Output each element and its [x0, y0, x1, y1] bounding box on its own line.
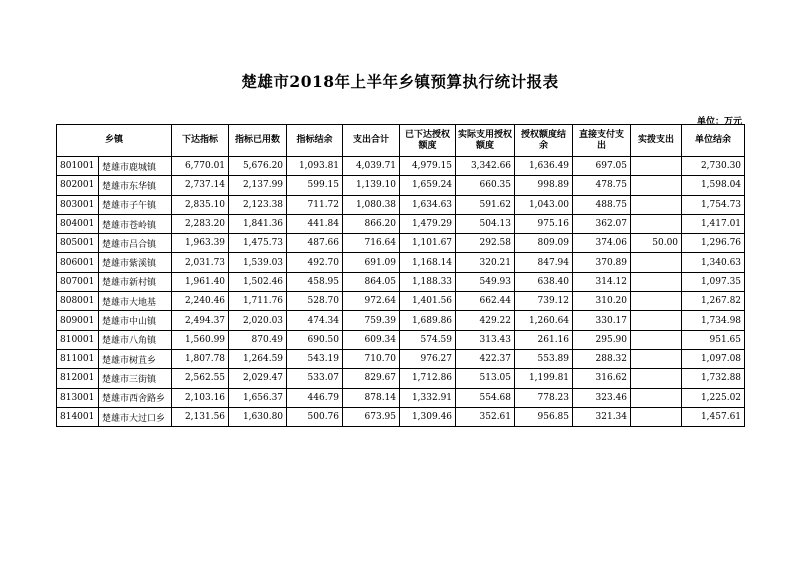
value-cell: 288.32 — [573, 349, 631, 368]
value-cell: 1,807.78 — [172, 349, 229, 368]
value-cell: 976.27 — [400, 349, 456, 368]
value-cell: 829.67 — [343, 369, 400, 388]
town-code: 801001 — [57, 157, 99, 176]
table-row — [57, 407, 745, 426]
value-cell: 1,457.61 — [682, 407, 745, 426]
value-cell: 866.20 — [343, 214, 400, 233]
value-cell: 1,754.73 — [682, 195, 745, 214]
header-row — [57, 125, 745, 157]
value-cell: 1,417.01 — [682, 214, 745, 233]
value-cell: 1,332.91 — [400, 388, 456, 407]
value-cell: 316.62 — [573, 369, 631, 388]
value-cell: 1,689.86 — [400, 311, 456, 330]
value-cell — [631, 272, 682, 291]
value-cell: 1,732.88 — [682, 369, 745, 388]
value-cell: 446.79 — [287, 388, 343, 407]
table-body — [57, 157, 745, 427]
value-cell: 3,342.66 — [456, 157, 515, 176]
value-cell: 474.34 — [287, 311, 343, 330]
value-cell: 591.62 — [456, 195, 515, 214]
value-cell: 951.65 — [682, 330, 745, 349]
value-cell: 1,267.82 — [682, 292, 745, 311]
value-cell: 1,101.67 — [400, 234, 456, 253]
value-cell: 528.70 — [287, 292, 343, 311]
value-cell: 759.39 — [343, 311, 400, 330]
value-cell: 878.14 — [343, 388, 400, 407]
value-cell: 1,309.46 — [400, 407, 456, 426]
table-row — [57, 272, 745, 291]
value-cell — [631, 253, 682, 272]
value-cell — [631, 311, 682, 330]
value-cell: 847.94 — [515, 253, 573, 272]
value-cell: 1,168.14 — [400, 253, 456, 272]
town-code: 811001 — [57, 349, 99, 368]
value-cell: 1,296.76 — [682, 234, 745, 253]
value-cell: 313.43 — [456, 330, 515, 349]
value-cell: 422.37 — [456, 349, 515, 368]
table-row — [57, 157, 745, 176]
town-name: 楚雄市大过口乡 — [99, 407, 172, 426]
town-code: 813001 — [57, 388, 99, 407]
value-cell: 1,630.80 — [229, 407, 287, 426]
value-cell: 554.68 — [456, 388, 515, 407]
value-cell: 2,031.73 — [172, 253, 229, 272]
value-cell: 4,039.71 — [343, 157, 400, 176]
value-cell: 487.66 — [287, 234, 343, 253]
value-cell: 553.89 — [515, 349, 573, 368]
value-cell: 374.06 — [573, 234, 631, 253]
value-cell: 1,539.03 — [229, 253, 287, 272]
value-cell: 662.44 — [456, 292, 515, 311]
value-cell: 1,093.81 — [287, 157, 343, 176]
table-row — [57, 388, 745, 407]
value-cell: 739.12 — [515, 292, 573, 311]
value-cell: 261.16 — [515, 330, 573, 349]
value-cell: 2,103.16 — [172, 388, 229, 407]
value-cell: 2,737.14 — [172, 176, 229, 195]
value-cell: 441.84 — [287, 214, 343, 233]
value-cell: 1,225.02 — [682, 388, 745, 407]
value-cell: 1,502.46 — [229, 272, 287, 291]
town-name: 楚雄市吕合镇 — [99, 234, 172, 253]
table-row — [57, 176, 745, 195]
header-authorized-balance: 授权额度结余 — [515, 125, 573, 157]
value-cell: 660.35 — [456, 176, 515, 195]
value-cell: 5,676.20 — [229, 157, 287, 176]
value-cell: 2,562.55 — [172, 369, 229, 388]
value-cell — [631, 330, 682, 349]
value-cell: 543.19 — [287, 349, 343, 368]
value-cell: 1,264.59 — [229, 349, 287, 368]
value-cell: 2,020.03 — [229, 311, 287, 330]
header-quota-balance: 指标结余 — [287, 125, 343, 157]
value-cell — [631, 157, 682, 176]
value-cell: 2,123.38 — [229, 195, 287, 214]
value-cell: 533.07 — [287, 369, 343, 388]
town-name: 楚雄市树苴乡 — [99, 349, 172, 368]
town-code: 806001 — [57, 253, 99, 272]
value-cell: 362.07 — [573, 214, 631, 233]
value-cell — [631, 349, 682, 368]
value-cell: 1,636.49 — [515, 157, 573, 176]
value-cell: 673.95 — [343, 407, 400, 426]
value-cell: 478.75 — [573, 176, 631, 195]
town-code: 803001 — [57, 195, 99, 214]
value-cell: 1,479.29 — [400, 214, 456, 233]
value-cell: 1,340.63 — [682, 253, 745, 272]
value-cell: 1,043.00 — [515, 195, 573, 214]
value-cell: 1,711.76 — [229, 292, 287, 311]
value-cell: 292.58 — [456, 234, 515, 253]
value-cell: 716.64 — [343, 234, 400, 253]
value-cell — [631, 176, 682, 195]
table-row — [57, 311, 745, 330]
value-cell: 1,475.73 — [229, 234, 287, 253]
town-name: 楚雄市苍岭镇 — [99, 214, 172, 233]
town-code: 812001 — [57, 369, 99, 388]
town-code: 807001 — [57, 272, 99, 291]
table-row — [57, 195, 745, 214]
value-cell: 975.16 — [515, 214, 573, 233]
table-row — [57, 234, 745, 253]
value-cell: 697.05 — [573, 157, 631, 176]
value-cell: 330.17 — [573, 311, 631, 330]
value-cell: 370.89 — [573, 253, 631, 272]
value-cell — [631, 292, 682, 311]
value-cell: 1,560.99 — [172, 330, 229, 349]
town-name: 楚雄市新村镇 — [99, 272, 172, 291]
header-unit-balance: 单位结余 — [682, 125, 745, 157]
value-cell: 1,656.37 — [229, 388, 287, 407]
value-cell: 778.23 — [515, 388, 573, 407]
value-cell — [631, 195, 682, 214]
value-cell: 458.95 — [287, 272, 343, 291]
table-row — [57, 330, 745, 349]
unit-label: 单位：万元 — [696, 117, 742, 127]
value-cell: 352.61 — [456, 407, 515, 426]
value-cell: 690.50 — [287, 330, 343, 349]
town-name: 楚雄市三街镇 — [99, 369, 172, 388]
table-row — [57, 369, 745, 388]
report-title: 楚雄市2018年上半年乡镇预算执行统计报表 — [241, 72, 559, 91]
header-authorized-quota: 已下达授权额度 — [400, 125, 456, 157]
value-cell: 1,598.04 — [682, 176, 745, 195]
value-cell: 2,240.46 — [172, 292, 229, 311]
value-cell: 599.15 — [287, 176, 343, 195]
value-cell: 2,131.56 — [172, 407, 229, 426]
header-town: 乡镇 — [57, 125, 172, 157]
value-cell: 998.89 — [515, 176, 573, 195]
value-cell: 1,080.38 — [343, 195, 400, 214]
value-cell: 2,029.47 — [229, 369, 287, 388]
table-row — [57, 253, 745, 272]
table-row — [57, 349, 745, 368]
value-cell: 638.40 — [515, 272, 573, 291]
value-cell: 2,283.20 — [172, 214, 229, 233]
value-cell: 1,199.81 — [515, 369, 573, 388]
value-cell: 321.34 — [573, 407, 631, 426]
value-cell: 1,188.33 — [400, 272, 456, 291]
value-cell: 870.49 — [229, 330, 287, 349]
value-cell: 1,097.35 — [682, 272, 745, 291]
value-cell: 549.93 — [456, 272, 515, 291]
town-name: 楚雄市中山镇 — [99, 311, 172, 330]
header-direct-payment: 直接支付支出 — [573, 125, 631, 157]
value-cell: 2,494.37 — [172, 311, 229, 330]
value-cell: 310.20 — [573, 292, 631, 311]
value-cell: 1,139.10 — [343, 176, 400, 195]
value-cell: 1,659.24 — [400, 176, 456, 195]
value-cell: 2,835.10 — [172, 195, 229, 214]
value-cell: 320.21 — [456, 253, 515, 272]
value-cell: 1,401.56 — [400, 292, 456, 311]
value-cell: 500.76 — [287, 407, 343, 426]
town-name: 楚雄市八角镇 — [99, 330, 172, 349]
town-code: 814001 — [57, 407, 99, 426]
value-cell: 691.09 — [343, 253, 400, 272]
table-row — [57, 292, 745, 311]
value-cell: 2,137.99 — [229, 176, 287, 195]
value-cell: 956.85 — [515, 407, 573, 426]
value-cell: 295.90 — [573, 330, 631, 349]
value-cell: 429.22 — [456, 311, 515, 330]
value-cell: 488.75 — [573, 195, 631, 214]
value-cell: 323.46 — [573, 388, 631, 407]
town-name: 楚雄市紫溪镇 — [99, 253, 172, 272]
header-total-expenditure: 支出合计 — [343, 125, 400, 157]
budget-table — [56, 124, 745, 427]
value-cell: 1,097.08 — [682, 349, 745, 368]
header-actual-allocation: 实拨支出 — [631, 125, 682, 157]
value-cell: 4,979.15 — [400, 157, 456, 176]
header-issued-quota: 下达指标 — [172, 125, 229, 157]
value-cell: 574.59 — [400, 330, 456, 349]
town-name: 楚雄市大地基 — [99, 292, 172, 311]
town-name: 楚雄市西舍路乡 — [99, 388, 172, 407]
value-cell — [631, 369, 682, 388]
town-code: 808001 — [57, 292, 99, 311]
value-cell: 711.72 — [287, 195, 343, 214]
town-code: 802001 — [57, 176, 99, 195]
value-cell: 314.12 — [573, 272, 631, 291]
town-name: 楚雄市东华镇 — [99, 176, 172, 195]
value-cell: 1,634.63 — [400, 195, 456, 214]
value-cell: 1,841.36 — [229, 214, 287, 233]
value-cell: 972.64 — [343, 292, 400, 311]
value-cell: 513.05 — [456, 369, 515, 388]
town-code: 810001 — [57, 330, 99, 349]
value-cell: 710.70 — [343, 349, 400, 368]
value-cell: 864.05 — [343, 272, 400, 291]
town-name: 楚雄市子午镇 — [99, 195, 172, 214]
value-cell: 50.00 — [631, 234, 682, 253]
value-cell: 6,770.01 — [172, 157, 229, 176]
value-cell: 809.09 — [515, 234, 573, 253]
value-cell — [631, 407, 682, 426]
value-cell: 2,730.30 — [682, 157, 745, 176]
value-cell: 1,961.40 — [172, 272, 229, 291]
town-code: 805001 — [57, 234, 99, 253]
value-cell: 1,734.98 — [682, 311, 745, 330]
header-authorized-used: 实际支用授权额度 — [456, 125, 515, 157]
value-cell: 1,712.86 — [400, 369, 456, 388]
town-code: 804001 — [57, 214, 99, 233]
value-cell: 492.70 — [287, 253, 343, 272]
header-quota-used: 指标已用数 — [229, 125, 287, 157]
town-code: 809001 — [57, 311, 99, 330]
value-cell — [631, 388, 682, 407]
value-cell: 1,963.39 — [172, 234, 229, 253]
town-name: 楚雄市鹿城镇 — [99, 157, 172, 176]
table-row — [57, 214, 745, 233]
value-cell — [631, 214, 682, 233]
value-cell: 1,260.64 — [515, 311, 573, 330]
value-cell: 609.34 — [343, 330, 400, 349]
value-cell: 504.13 — [456, 214, 515, 233]
